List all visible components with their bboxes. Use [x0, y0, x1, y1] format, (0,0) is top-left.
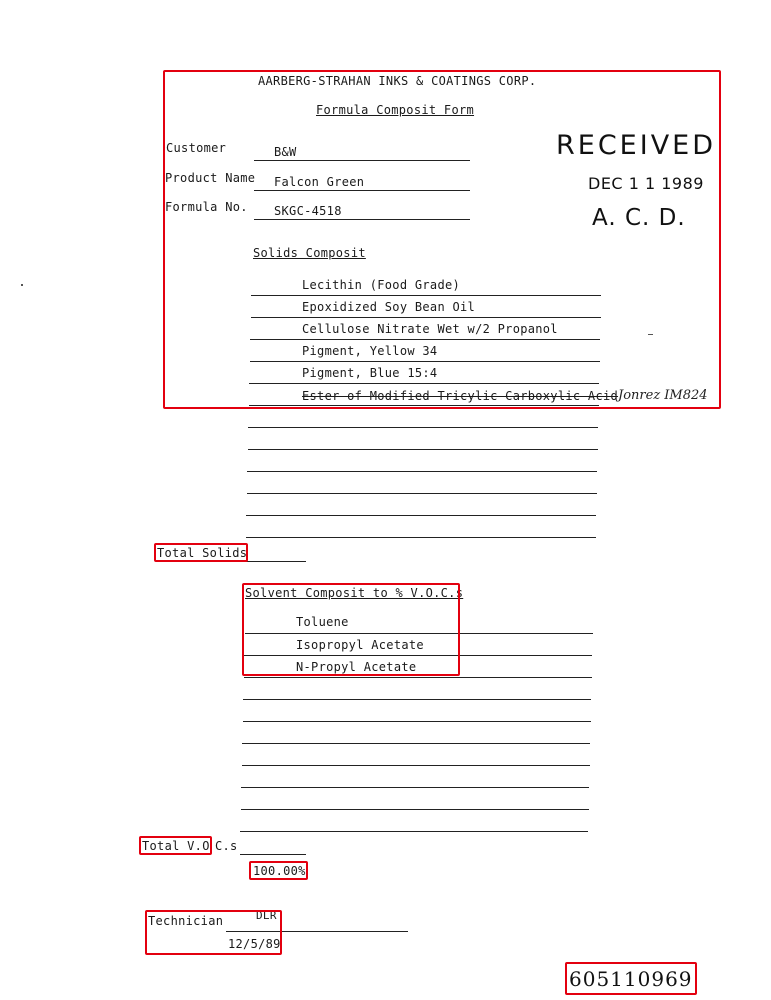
blank-line — [248, 449, 598, 450]
product-value: Falcon Green — [274, 175, 365, 189]
solvents-heading: Solvent Composit to % V.O.C.s — [245, 586, 464, 600]
blank-line — [240, 831, 588, 832]
technician-initials: DLR — [256, 909, 277, 922]
received-dept: A. C. D. — [592, 205, 686, 231]
handwritten-note: Jonrez IM824 — [618, 388, 708, 403]
blank-line — [242, 743, 590, 744]
total-solids-label: Total Solids — [157, 546, 248, 560]
blank-line — [241, 809, 589, 810]
solvent-item: N-Propyl Acetate — [296, 660, 417, 674]
technician-label: Technician — [148, 914, 224, 928]
blank-line — [242, 765, 590, 766]
customer-label: Customer — [166, 141, 227, 155]
solids-item: Cellulose Nitrate Wet w/2 Propanol — [302, 322, 558, 336]
highlight-percent — [249, 861, 308, 880]
solvent-item: Toluene — [296, 615, 349, 629]
total-voc-label: Total V.O — [142, 839, 210, 853]
received-date: DEC 1 1 1989 — [588, 174, 704, 193]
total-voc-line — [240, 854, 306, 855]
solids-item: Pigment, Blue 15:4 — [302, 366, 438, 380]
total-voc-percent: 100.00% — [253, 864, 306, 878]
highlight-total-solids — [154, 543, 248, 562]
form-title: Formula Composit Form — [316, 103, 475, 117]
blank-line — [248, 427, 598, 428]
blank-line — [243, 699, 591, 700]
document-id: 605110969 — [569, 967, 693, 991]
formula-label: Formula No. — [165, 200, 248, 214]
solids-item-struck: Ester of Modified Tricylic Carboxylic Acid — [302, 389, 619, 403]
highlight-technician — [145, 910, 282, 955]
total-solids-line — [246, 561, 306, 562]
solids-item: Lecithin (Food Grade) — [302, 278, 461, 292]
highlight-solvents — [242, 583, 460, 676]
total-voc-label-suffix: C.s — [215, 839, 238, 853]
blank-line — [243, 721, 591, 722]
blank-line — [247, 493, 597, 494]
highlight-doc-id — [565, 962, 697, 995]
highlight-total-voc — [139, 836, 212, 855]
blank-line — [241, 787, 589, 788]
solids-item: Pigment, Yellow 34 — [302, 344, 438, 358]
solids-item: Epoxidized Soy Bean Oil — [302, 300, 476, 314]
highlight-header-region — [163, 70, 721, 409]
solvent-line — [244, 677, 592, 678]
blank-line — [246, 515, 596, 516]
formula-value: SKGC-4518 — [274, 204, 342, 218]
solids-heading: Solids Composit — [253, 246, 366, 260]
company-name: AARBERG-STRAHAN INKS & COATINGS CORP. — [258, 74, 537, 88]
received-stamp: RECEIVED — [556, 130, 717, 161]
blank-line — [247, 471, 597, 472]
solvent-item: Isopropyl Acetate — [296, 638, 424, 652]
blank-line — [246, 537, 596, 538]
product-label: Product Name — [165, 171, 256, 185]
customer-value: B&W — [274, 145, 297, 159]
technician-date: 12/5/89 — [228, 937, 281, 951]
scan-speck — [21, 284, 23, 286]
